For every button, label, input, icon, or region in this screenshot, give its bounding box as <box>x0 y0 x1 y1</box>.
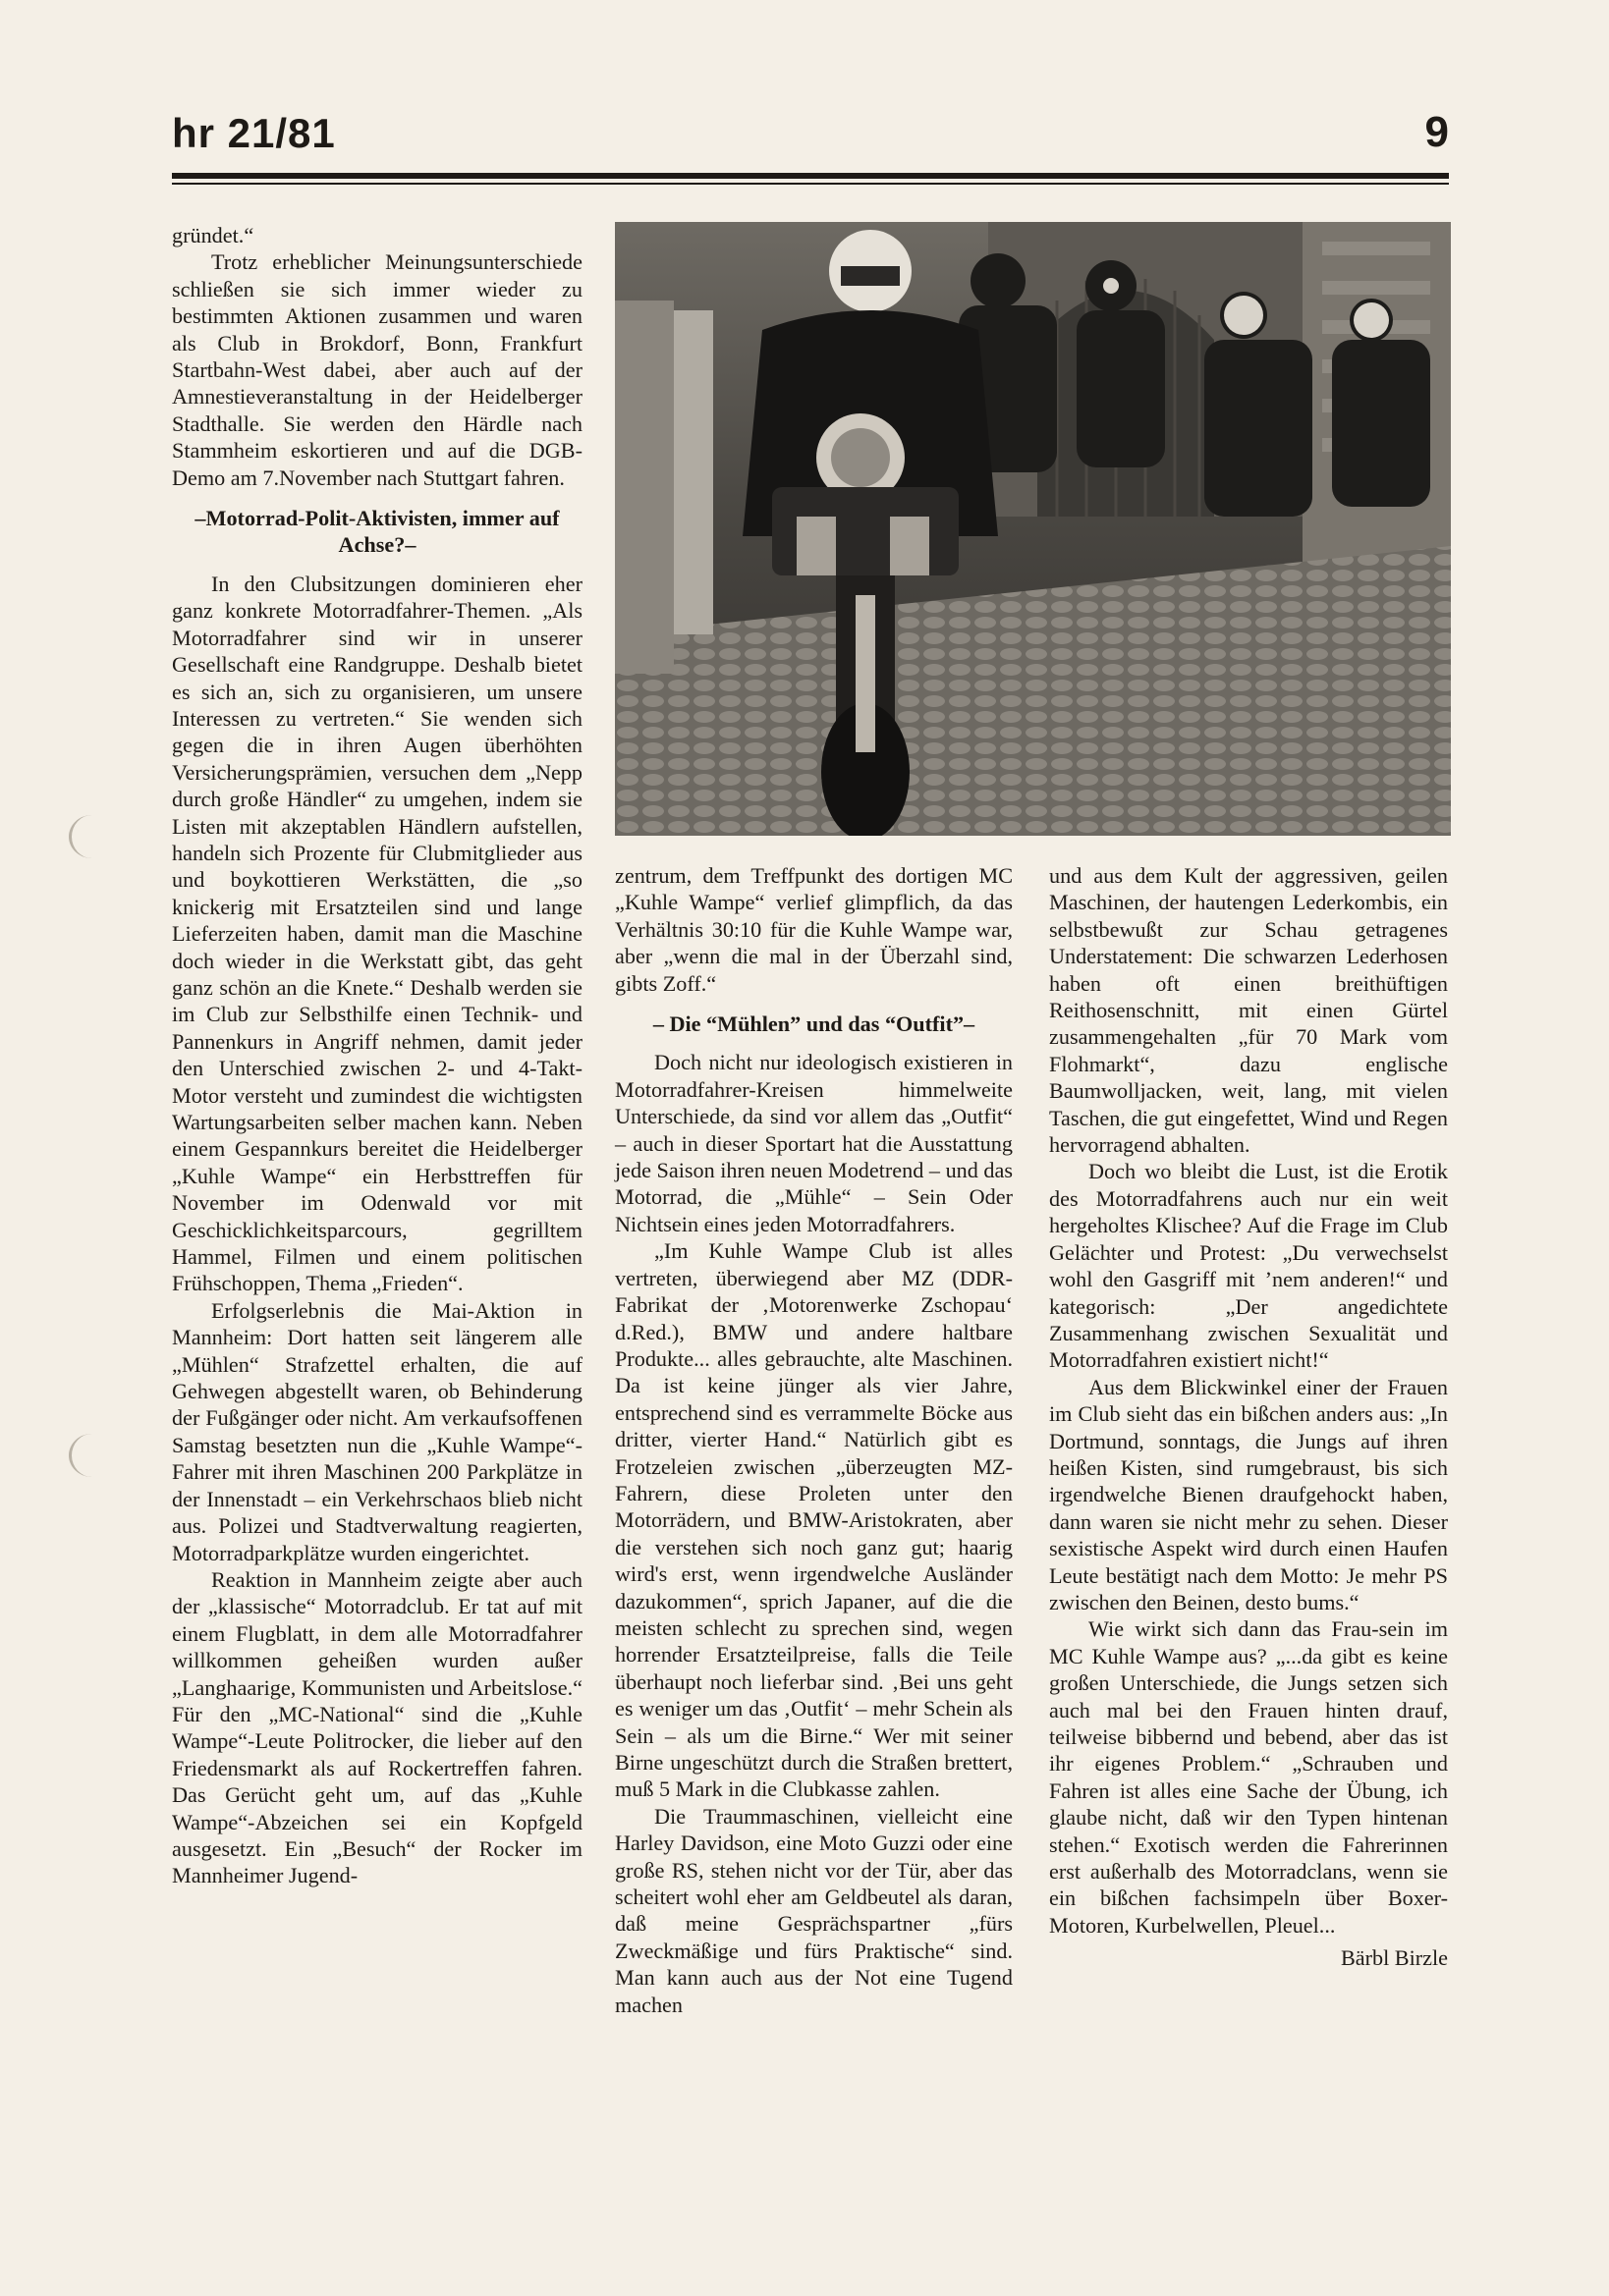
paragraph: In den Clubsitzungen dominieren eher ganz konkrete Motorradfahrer-Themen. „Als Motorradfahrer sind wir in unserer Gesellschaft eine Randgruppe. Deshalb bietet es sich an, sich zu organisieren, um unsere Interessen zu vertreten.“ Sie wenden sich gegen die in ihren Augen überhöhten Versicherungsprämien, versuchen dem „Nepp durch große Händler“ zu umgehen, indem sie Listen mit akzeptablen Händlern aufstellen, handeln sich Prozente für Clubmitglieder aus und boykottieren Werkstätten, die „so knickerig mit Ersatzteilen sind und lange Lieferzeiten haben, damit man die Maschine doch wieder in die Werkstatt gibt, das geht ganz schön an die Knete.“ Deshalb werden sie im Club zur Selbsthilfe einen Technik- und Pannenkurs in Angriff nehmen, damit jeder den Unterschied zwischen 2- und 4-Takt-Motor versteht und zumindest die wichtigsten Wartungsarbeiten selber machen kann. Neben einem Gespannkurs bereitet die Heidelberger „Kuhle Wampe“ ein Herbsttreffen für November im Odenwald vor mit Geschicklichkeitsparcours, gegrilltem Hammel, Filmen und einem politischen Frühschoppen, Thema „Frieden“. <box>172 571 583 1296</box>
subheading: –Motorrad-Polit-Aktivisten, immer auf Achse?– <box>194 506 560 558</box>
paragraph: Aus dem Blickwinkel einer der Frauen im Club sieht das ein bißchen anders aus: „In Dortmund, sonntags, die Jungs auf ihren heißen Kisten, sind rumgebraust, bis sich irgendwelche Bienen draufgehockt haben, dann waren sie nicht mehr zu sehen. Dieser sexistische Aspekt wird durch einen Haufen Leute bestätigt nach dem Motto: Je mehr PS zwischen den Beinen, desto bums.“ <box>1049 1374 1448 1614</box>
header-rule-thin <box>172 183 1449 185</box>
subheading: – Die “Mühlen” und das “Outfit”– <box>652 1011 975 1037</box>
article-column-3 <box>1049 862 1448 1972</box>
page-header <box>172 110 1449 169</box>
binder-hole <box>69 815 115 858</box>
article-column-2 <box>615 862 1013 2018</box>
binder-hole <box>69 1434 115 1477</box>
header-rule-thick <box>172 173 1449 179</box>
paragraph: und aus dem Kult der aggressiven, geilen Maschinen, der hautengen Lederkombis, ein selbstbewußt zur Schau getragenes Understatement: Die schwarzen Lederhosen haben oft einen breithüftigen Reithosenschnitt, mit einen Gürtel zusammengehalten „für 70 Mark vom Flohmarkt“, dazu englische Baumwolljacken, weit, lang, mit vielen Taschen, die gut eingefettet, Wind und Regen hervorragend abhalten. <box>1049 863 1448 1158</box>
paragraph: Wie wirkt sich dann das Frau-sein im MC Kuhle Wampe aus? „...da gibt es keine großen Unterschiede, die Jungs setzen sich auch mal bei den Frauen hinten drauf, teilweise bibbernd und bebend, aber das ist ihr eigenes Problem.“ „Schrauben und Fahren ist alles eine Sache der Übung, ich glaube nicht, daß wir den Typen hintenan stehen.“ Exotisch werden die Fahrerinnen erst außerhalb des Motorradclans, wenn sie ein bißchen fachsimpeln über Boxer-Motoren, Kurbelwellen, Pleuel... <box>1049 1616 1448 1938</box>
paragraph: Die Traummaschinen, vielleicht eine Harley Davidson, eine Moto Guzzi oder eine große RS, stehen nicht vor der Tür, aber das scheitert wohl eher am Geldbeutel als daran, daß meine Gesprächspartner „fürs Zweckmäßige und fürs Praktische“ sind. Man kann auch aus der Not eine Tugend machen <box>615 1803 1013 2017</box>
photo-image <box>615 222 1451 836</box>
motorcycle-club-photo <box>615 222 1451 836</box>
paragraph: Doch wo bleibt die Lust, ist die Erotik des Motorradfahrens auch nur ein weit hergeholtes Klischee? Auf die Frage im Club Gelächter und Protest: „Du verwechselst wohl den Gasgriff mit ’nem anderen!“ und kategorisch: „Der angedichtete Zusammenhang zwischen Sexualität und Motorradfahren existiert nicht!“ <box>1049 1159 1448 1373</box>
article-column-1 <box>172 222 583 1889</box>
paragraph: Trotz erheblicher Meinungsunterschiede schließen sie sich immer wieder zu bestimmten Aktionen zusammen und waren als Club in Brokdorf, Bonn, Frankfurt Startbahn-West dabei, aber auch auf der Amnestieveranstaltung in der Heidelberger Stadthalle. Sie werden den Härdle nach Stammheim eskortieren und auf die DGB-Demo am 7.November nach Stuttgart fahren. <box>172 249 583 490</box>
paragraph: Erfolgserlebnis die Mai-Aktion in Mannheim: Dort hatten seit längerem alle „Mühlen“ Strafzettel erhalten, die auf Gehwegen abgestellt waren, ob Behinderung der Fußgänger oder nicht. Am verkaufsoffenen Samstag besetzten nun die „Kuhle Wampe“-Fahrer mit ihren Maschinen 200 Parkplätze in der Innenstadt – ein Verkehrschaos blieb nicht aus. Polizei und Stadtverwaltung reagierten, Motorradparkplätze wurden eingerichtet. <box>172 1297 583 1565</box>
paragraph: gründet.“ <box>172 223 254 247</box>
paragraph: Doch nicht nur ideologisch existieren in Motorradfahrer-Kreisen himmelweite Unterschiede, da sind vor allem das „Outfit“ – auch in dieser Sportart hat die Ausstattung jede Saison ihren neuen Modetrend – und das Motorrad, die „Mühle“ – Sein Oder Nichtsein eines jeden Motorradfahrers. <box>615 1050 1013 1236</box>
paragraph: Reaktion in Mannheim zeigte aber auch der „klassische“ Motorradclub. Er tat auf mit einem Flugblatt, in dem alle Motorradfahrer willkommen geheißen wurden außer „Langhaarige, Kommunisten und Arbeitslose.“ Für den „MC-National“ sind die „Kuhle Wampe“-Leute Politrocker, die lieber auf den Friedensmarkt als auf Rockertreffen fahren. Das Gerücht geht um, auf das „Kuhle Wampe“-Abzeichen sei ein Kopfgeld ausgesetzt. Ein „Besuch“ der Rocker im Mannheimer Jugend- <box>172 1566 583 1888</box>
paragraph: zentrum, dem Treffpunkt des dortigen MC „Kuhle Wampe“ verlief glimpflich, da das Verhältnis 30:10 für die Kuhle Wampe war, aber „wenn die mal in der Überzahl sind, gibts Zoff.“ <box>615 863 1013 996</box>
author-signature: Bärbl Birzle <box>1340 1945 1448 1971</box>
paragraph: „Im Kuhle Wampe Club ist alles vertreten, überwiegend aber MZ (DDR-Fabrikat der ‚Motorenwerke Zschopau‘ d.Red.), BMW und andere haltbare Produkte... alles gebrauchte, alte Maschinen. Da ist keine jünger als vier Jahre, entsprechend sind es verrammelte Böcke aus dritter, vierter Hand.“ Natürlich gibt es Frotzeleien zwischen „überzeugten MZ-Fahrern, diese Proleten unter den Motorrädern, und BMW-Aristokraten, aber die verstehen sich noch ganz gut; haarig wird's erst, wenn irgendwelche Ausländer dazukommen“, sprich Japaner, auf die die meisten schlecht zu sprechen sind, wegen horrender Ersatzteilpreise, falls die Teile überhaupt noch lieferbar sind. ‚Bei uns geht es weniger um das ‚Outfit‘ – mehr Schein als Sein – als um die Birne.“ Wer mit seiner Birne ungeschützt durch die Straßen brettert, muß 5 Mark in die Clubkasse zahlen. <box>615 1238 1013 1802</box>
issue-number: hr 21/81 <box>172 110 336 156</box>
page-number: 9 <box>1424 108 1449 156</box>
